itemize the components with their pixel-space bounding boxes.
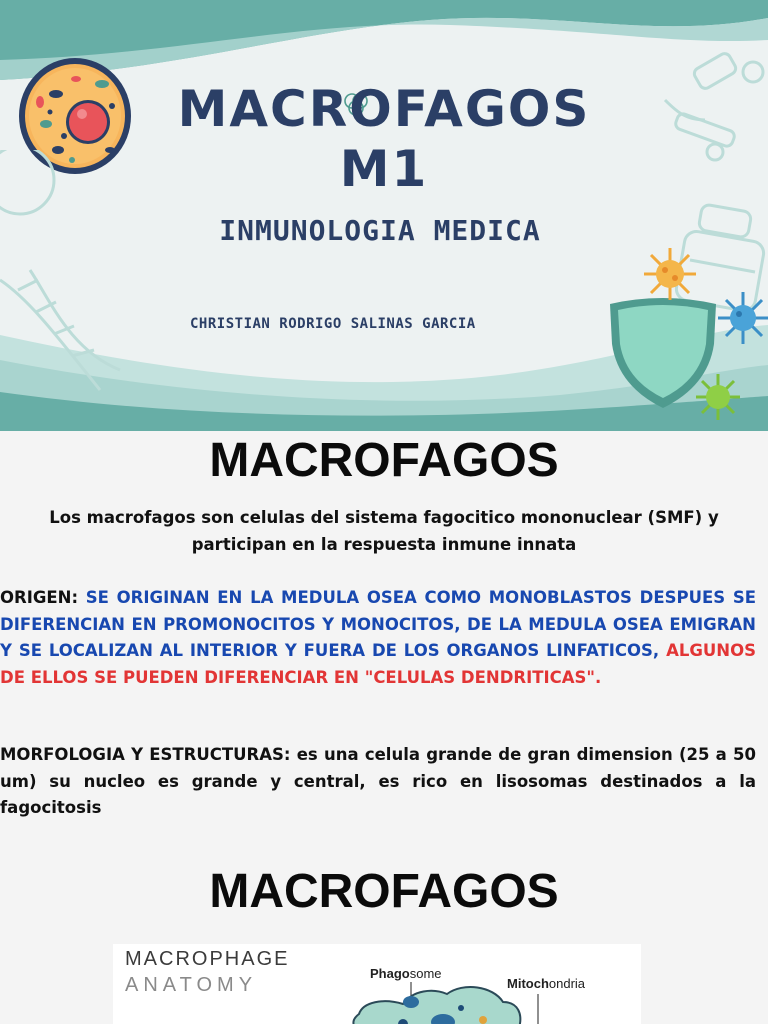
origen-label: ORIGEN: — [0, 588, 79, 607]
label-mitochondria: Mitochondria — [507, 976, 586, 991]
virus-icon — [694, 372, 742, 422]
intro-paragraph: Los macrofagos son celulas del sistema fagocitico mononuclear (SMF) y participan en la respuesta inmune innata — [49, 508, 719, 554]
virus-icon — [718, 290, 768, 346]
morfologia-label: MORFOLOGIA Y ESTRUCTURAS: — [0, 745, 291, 764]
cover-author: CHRISTIAN RODRIGO SALINAS GARCIA — [190, 316, 476, 332]
macrophage-illustration — [343, 972, 603, 1024]
morfologia-text: es una celula grande de gran dimension (25 a 50 um) su nucleo es grande y central, es rico en lisosomas destinados a la fagocitosis — [0, 745, 757, 817]
cover-slide — [0, 0, 768, 431]
macrophage-anatomy-figure — [113, 944, 641, 1024]
origen-red-text: ALGUNOS DE ELLOS SE PUEDEN DIFERENCIAR EN "CELULAS DENDRITICAS". — [0, 641, 757, 687]
slide-heading: MACROFAGOS — [209, 434, 559, 487]
cover-subtitle: INMUNOLOGIA MEDICA — [219, 214, 541, 247]
cover-title: MACROFAGOS — [177, 80, 591, 138]
virus-icon — [642, 246, 698, 302]
morfologia-paragraph — [0, 742, 756, 822]
text-slide — [0, 431, 768, 1024]
label-phagosome: Phagosome — [370, 966, 442, 981]
figure-subtitle: ANATOMY — [125, 974, 258, 996]
cover-title-m1: M1 — [339, 140, 429, 198]
origen-paragraph — [0, 585, 756, 691]
origen-blue-text: SE ORIGINAN EN LA MEDULA OSEA COMO MONOBLASTOS DESPUES SE DIFERENCIAN EN PROMONOCITOS Y MONOCITOS, DE LA MEDULA OSEA EMIGRAN Y SE LOCALIZAN AL INTERIOR Y FUERA DE LOS ORGANOS LINFATICOS, — [0, 588, 756, 660]
figure-title: MACROPHAGE — [125, 948, 290, 970]
slide3-heading: MACROFAGOS — [209, 865, 559, 918]
